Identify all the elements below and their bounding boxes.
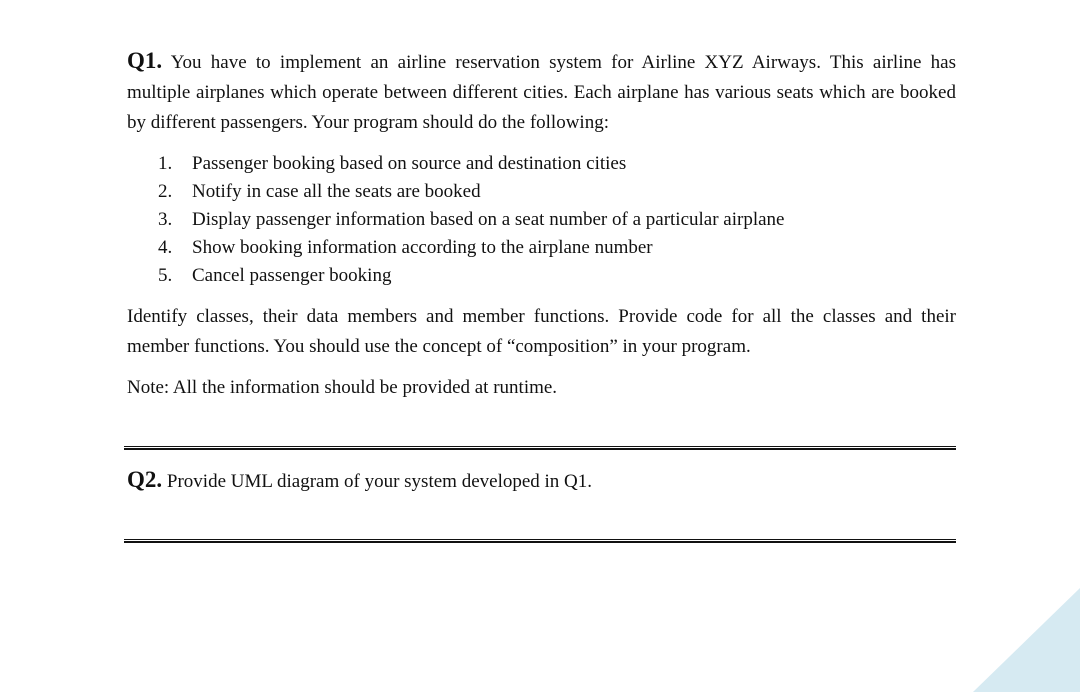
list-item [127,206,956,234]
q1-intro-paragraph [127,46,956,138]
list-item-number: 1. [158,153,173,174]
question-2 [127,465,956,497]
list-item-number: 2. [158,181,173,202]
q2-paragraph [127,465,956,497]
list-item [127,178,956,206]
section-divider [124,539,956,543]
list-item [127,234,956,262]
corner-decoration [973,588,1080,692]
list-item [127,150,956,178]
list-item-text: Display passenger information based on a seat number of a particular airplane [192,209,785,230]
question-1 [127,46,956,403]
q1-instructions: Identify classes, their data members and member functions. Provide code for all the classes and their member functions. You should use the concept of “composition” in your program. [127,306,956,357]
list-item-text: Show booking information according to the airplane number [192,237,653,258]
q2-label: Q2. [127,467,163,492]
list-item-number: 4. [158,237,173,258]
q1-label: Q1. [127,48,163,73]
list-item [127,262,956,290]
q2-text: Provide UML diagram of your system developed in Q1. [166,471,593,492]
requirements-list [127,150,956,290]
list-item-number: 3. [158,209,173,230]
section-divider [124,446,956,450]
list-item-text: Passenger booking based on source and destination cities [192,153,627,174]
q1-intro-text: You have to implement an airline reservation system for Airline XYZ Airways. This airline has multiple airplanes which operate between different cities. Each airplane has various seats which are booked by different passengers. Your program should do the following: [127,52,957,133]
list-item-text: Cancel passenger booking [192,265,392,286]
list-item-number: 5. [158,265,173,286]
list-item-text: Notify in case all the seats are booked [192,181,481,202]
q1-note: Note: All the information should be provided at runtime. [127,377,558,398]
